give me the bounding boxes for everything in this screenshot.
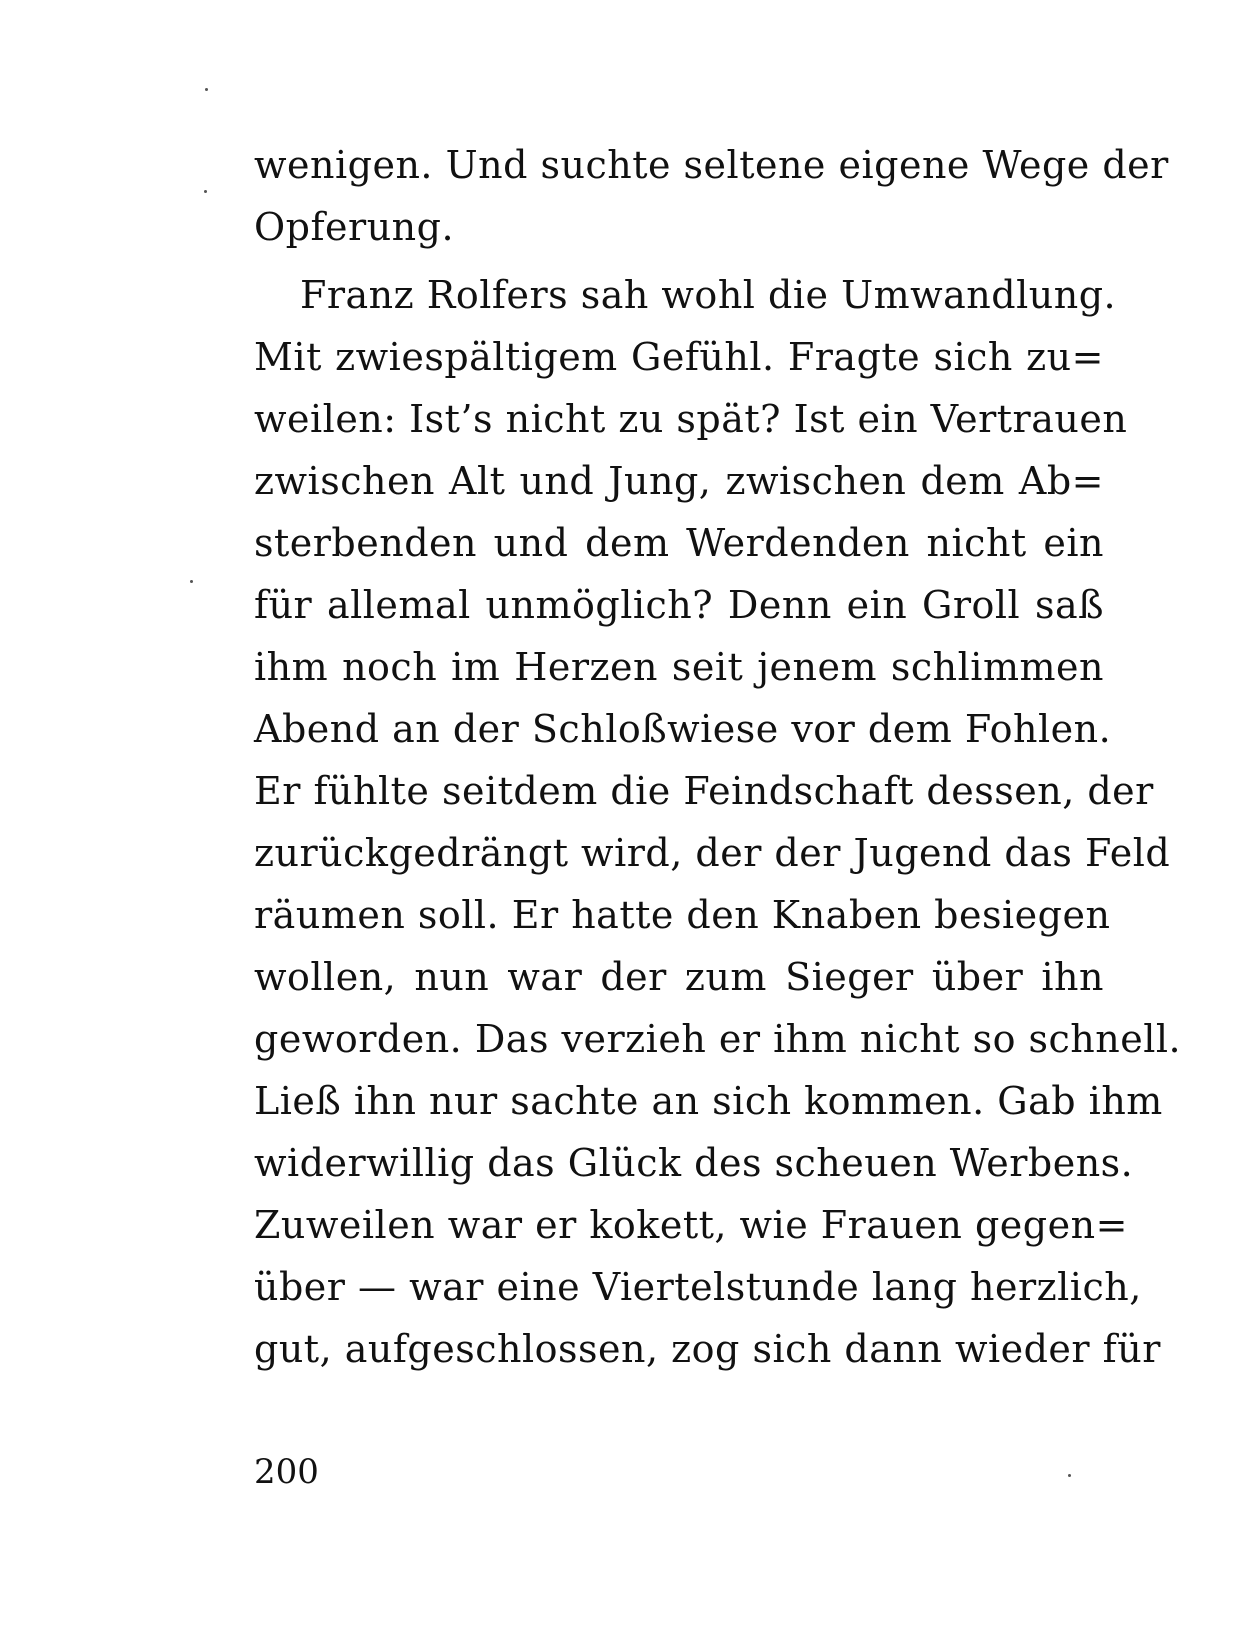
text-line: wollen, nun war der zum Sieger über ihn — [254, 955, 1104, 999]
scan-speck — [1068, 1474, 1071, 1477]
text-line: zurückgedrängt wird, der der Jugend das Feld — [254, 831, 1171, 875]
text-line: Mit zwiespältigem Gefühl. Fragte sich zu= — [254, 335, 1104, 379]
text-line: sterbenden und dem Werdenden nicht ein — [254, 521, 1104, 565]
scan-speck — [190, 580, 193, 583]
text-line: geworden. Das verzieh er ihm nicht so schnell. — [254, 1017, 1182, 1061]
page-number: 200 — [254, 1452, 319, 1492]
text-line: ihm noch im Herzen seit jenem schlimmen — [254, 645, 1104, 689]
text-line: Zuweilen war er kokett, wie Frauen gegen= — [254, 1203, 1128, 1247]
text-line: für allemal unmöglich? Denn ein Groll saß — [254, 583, 1104, 627]
scan-speck — [205, 88, 208, 91]
text-line: räumen soll. Er hatte den Knaben besiegen — [254, 893, 1111, 937]
text-line: wenigen. Und suchte seltene eigene Wege der — [254, 143, 1169, 187]
text-line: Er fühlte seitdem die Feindschaft dessen, der — [254, 769, 1154, 813]
text-line: Ließ ihn nur sachte an sich kommen. Gab ihm — [254, 1079, 1163, 1123]
text-line: Abend an der Schloßwiese vor dem Fohlen. — [254, 707, 1112, 751]
text-line: gut, aufgeschlossen, zog sich dann wieder für — [254, 1327, 1161, 1371]
text-line: zwischen Alt und Jung, zwischen dem Ab= — [254, 459, 1104, 503]
text-line: weilen: Ist’s nicht zu spät? Ist ein Vertrauen — [254, 397, 1128, 441]
text-line: Opferung. — [254, 205, 455, 249]
text-line: widerwillig das Glück des scheuen Werbens. — [254, 1141, 1134, 1185]
scan-speck — [204, 190, 207, 193]
text-line: über — war eine Viertelstunde lang herzlich, — [254, 1265, 1142, 1309]
paragraph-first-line: Franz Rolfers sah wohl die Umwandlung. — [300, 273, 1117, 317]
